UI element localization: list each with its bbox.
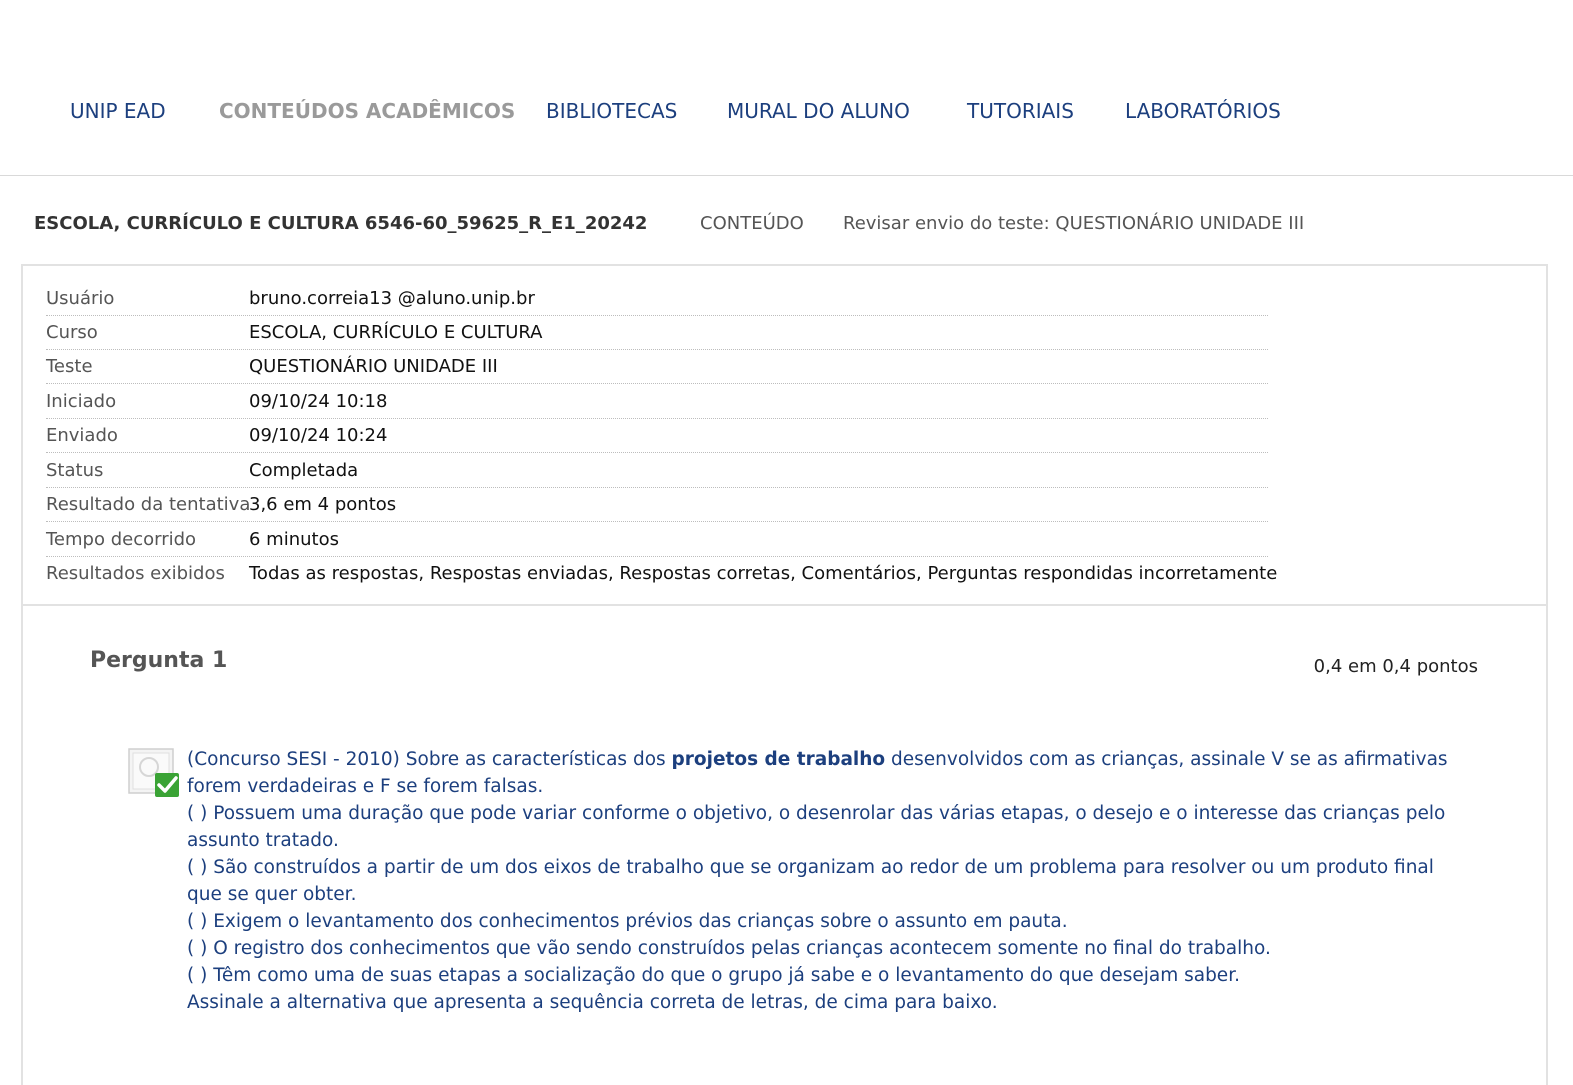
top-navigation bbox=[0, 0, 1573, 176]
correct-check-icon bbox=[128, 746, 180, 798]
nav-tutoriais[interactable]: TUTORIAIS bbox=[967, 99, 1074, 123]
details-label: Enviado bbox=[46, 425, 118, 446]
details-label: Iniciado bbox=[46, 391, 117, 412]
details-value: bruno.correia13 @aluno.unip.br bbox=[249, 288, 535, 309]
breadcrumb-content[interactable]: CONTEÚDO bbox=[700, 213, 804, 234]
details-value: 6 minutos bbox=[249, 529, 339, 550]
details-value: 3,6 em 4 pontos bbox=[249, 494, 397, 515]
details-value: QUESTIONÁRIO UNIDADE III bbox=[249, 356, 498, 377]
details-label: Resultados exibidos bbox=[46, 563, 225, 584]
question-statement: ( ) São construídos a partir de um dos eixos de trabalho que se organizam ao redor de um problema para resolver ou um produto final que se quer obter. bbox=[187, 857, 1434, 905]
details-value: Todas as respostas, Respostas enviadas, Respostas corretas, Comentários, Perguntas respondidas incorretamente bbox=[249, 563, 1278, 584]
details-label: Tempo decorrido bbox=[46, 529, 197, 550]
details-label: Usuário bbox=[46, 288, 115, 309]
nav-laboratorios[interactable]: LABORATÓRIOS bbox=[1125, 99, 1281, 123]
question-title: Pergunta 1 bbox=[90, 648, 228, 673]
details-value: 09/10/24 10:24 bbox=[249, 425, 388, 446]
details-row-resultados-exibidos bbox=[46, 557, 1278, 591]
breadcrumb-current-page: Revisar envio do teste: QUESTIONÁRIO UNIDADE III bbox=[843, 213, 1305, 234]
nav-conteudos-academicos[interactable]: CONTEÚDOS ACADÊMICOS bbox=[219, 99, 516, 123]
details-value: ESCOLA, CURRÍCULO E CULTURA bbox=[249, 322, 543, 343]
details-row-status bbox=[46, 454, 1268, 488]
nav-mural-do-aluno[interactable]: MURAL DO ALUNO bbox=[727, 99, 910, 123]
details-row-enviado bbox=[46, 419, 1268, 453]
question-statement: ( ) Possuem uma duração que pode variar conforme o objetivo, o desenrolar das várias etapas, o desejo e o interesse das crianças pelo assunto tratado. bbox=[187, 803, 1446, 851]
details-value: Completada bbox=[249, 460, 359, 481]
details-label: Resultado da tentativa bbox=[46, 494, 251, 515]
details-row-tempo bbox=[46, 523, 1268, 557]
details-label: Status bbox=[46, 460, 104, 481]
breadcrumb bbox=[34, 213, 1534, 239]
question-statement: ( ) Exigem o levantamento dos conhecimentos prévios das crianças sobre o assunto em pauta. bbox=[187, 911, 1068, 932]
details-row-resultado bbox=[46, 488, 1268, 522]
details-label: Curso bbox=[46, 322, 98, 343]
details-label: Teste bbox=[46, 356, 93, 377]
nav-bibliotecas[interactable]: BIBLIOTECAS bbox=[546, 99, 678, 123]
breadcrumb-course[interactable]: ESCOLA, CURRÍCULO E CULTURA 6546-60_59625_R_E1_20242 bbox=[34, 213, 648, 234]
details-row-iniciado bbox=[46, 385, 1268, 419]
question-instruction: Assinale a alternativa que apresenta a sequência correta de letras, de cima para baixo. bbox=[187, 992, 998, 1013]
question-text bbox=[187, 746, 1457, 1016]
details-row-teste bbox=[46, 350, 1268, 384]
question-intro: (Concurso SESI - 2010) Sobre as características dos projetos de trabalho desenvolvidos com as crianças, assinale V se as afirmativas forem verdadeiras e F se forem falsas. bbox=[187, 749, 1448, 797]
details-row-curso bbox=[46, 316, 1268, 350]
attempt-details-panel bbox=[21, 264, 1548, 606]
nav-unip-ead[interactable]: UNIP EAD bbox=[70, 99, 166, 123]
details-row-usuario bbox=[46, 282, 1268, 316]
question-statement: ( ) O registro dos conhecimentos que vão sendo construídos pelas crianças acontecem somente no final do trabalho. bbox=[187, 938, 1271, 959]
details-value: 09/10/24 10:18 bbox=[249, 391, 388, 412]
question-statement: ( ) Têm como uma de suas etapas a socialização do que o grupo já sabe e o levantamento do que desejam saber. bbox=[187, 965, 1240, 986]
question-score: 0,4 em 0,4 pontos bbox=[1313, 656, 1478, 677]
